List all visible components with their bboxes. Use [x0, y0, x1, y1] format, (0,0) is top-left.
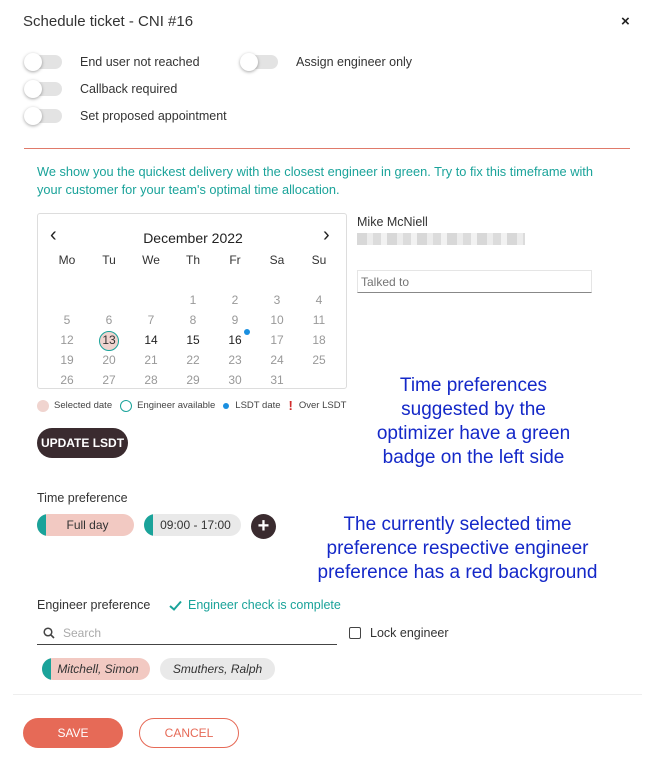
toggle-label: Set proposed appointment	[80, 109, 227, 123]
chip-label: Smuthers, Ralph	[172, 662, 263, 676]
legend-label: Selected date	[54, 400, 113, 411]
optimizer-badge	[37, 514, 46, 536]
calendar-day[interactable]	[298, 330, 340, 350]
engineer-name: Mike McNiell	[357, 215, 428, 229]
day-number: 19	[60, 353, 74, 367]
weekday-header: Tu	[102, 253, 116, 267]
engineer-search[interactable]	[37, 622, 337, 645]
day-number: 14	[144, 333, 158, 347]
calendar-grid	[46, 250, 340, 390]
lsdt-dot-icon	[244, 329, 250, 335]
calendar-day[interactable]	[256, 370, 298, 390]
day-number: 9	[231, 313, 239, 327]
toggle-switch[interactable]	[26, 55, 62, 69]
calendar-day[interactable]	[256, 330, 298, 350]
day-number: 6	[105, 313, 113, 327]
engineer-check-status	[169, 598, 341, 612]
day-number: 16	[228, 333, 242, 347]
search-icon	[43, 627, 55, 639]
calendar-day[interactable]	[214, 330, 256, 350]
legend-label: LSDT date	[235, 400, 281, 411]
day-number: 23	[228, 353, 242, 367]
section-divider	[24, 148, 630, 149]
weekday-header: Sa	[269, 253, 285, 267]
legend-lsdt	[223, 400, 280, 411]
engineer-chip-ralph[interactable]	[160, 658, 275, 680]
selected-date-swatch	[37, 400, 49, 412]
calendar-day[interactable]	[88, 370, 130, 390]
day-number: 24	[270, 353, 284, 367]
calendar-spacer	[46, 270, 340, 275]
calendar-day[interactable]	[256, 350, 298, 370]
day-number: 30	[228, 373, 242, 387]
dialog-title: Schedule ticket - CNI #16	[23, 13, 194, 30]
weekday-header: Th	[185, 253, 200, 267]
blurred-contact-info	[357, 233, 525, 245]
calendar-day[interactable]	[46, 330, 88, 350]
chip-label: Full day	[66, 518, 109, 532]
calendar-day[interactable]	[172, 310, 214, 330]
lock-engineer[interactable]	[349, 626, 449, 640]
day-number: 20	[102, 353, 116, 367]
calendar-day[interactable]	[130, 350, 172, 370]
day-number: 18	[312, 333, 326, 347]
info-text: We show you the quickest delivery with the closest engineer in green. Try to fix this timeframe with your customer for your team's optimal time allocation.	[37, 164, 593, 197]
toggle-switch[interactable]	[26, 82, 62, 96]
day-number: 28	[144, 373, 158, 387]
calendar-day[interactable]	[256, 310, 298, 330]
toggle-end-user-not-reached[interactable]	[26, 55, 200, 69]
legend-over	[289, 398, 347, 413]
time-preference-label: Time preference	[37, 491, 128, 505]
weekday-header: Mo	[58, 253, 76, 267]
day-number: 26	[60, 373, 74, 387]
chip-label: Mitchell, Simon	[57, 662, 139, 676]
save-button[interactable]: SAVE	[23, 718, 123, 748]
calendar-day[interactable]	[256, 290, 298, 310]
toggle-set-proposed-appointment[interactable]	[26, 109, 227, 123]
day-number: 31	[270, 373, 284, 387]
calendar-day[interactable]	[298, 350, 340, 370]
time-pref-full-day[interactable]	[37, 514, 134, 536]
toggle-switch[interactable]	[26, 109, 62, 123]
calendar-day[interactable]	[46, 350, 88, 370]
calendar-day[interactable]	[214, 310, 256, 330]
day-number: 25	[312, 353, 326, 367]
calendar-day[interactable]	[214, 370, 256, 390]
day-number: 7	[147, 313, 155, 327]
legend-label: Engineer available	[137, 400, 216, 411]
exclamation-icon: !	[288, 398, 293, 413]
chevron-right-icon[interactable]: ›	[323, 224, 330, 246]
annotation-selected: The currently selected time preference respective engineer preference has a red background	[306, 513, 609, 585]
calendar-day[interactable]	[130, 370, 172, 390]
day-number: 15	[186, 333, 200, 347]
check-text: Engineer check is complete	[188, 598, 341, 612]
add-time-preference-button[interactable]: +	[251, 514, 276, 539]
calendar-day[interactable]	[88, 310, 130, 330]
calendar-day[interactable]	[214, 350, 256, 370]
check-icon	[169, 600, 182, 611]
lock-engineer-checkbox[interactable]	[349, 627, 361, 639]
day-number: 13	[99, 331, 119, 351]
day-number: 1	[189, 293, 197, 307]
date-picker	[37, 213, 347, 389]
calendar-day[interactable]	[298, 310, 340, 330]
calendar-day[interactable]	[172, 370, 214, 390]
close-icon[interactable]: ×	[621, 13, 630, 30]
calendar-day[interactable]	[172, 290, 214, 310]
search-input[interactable]	[63, 626, 313, 640]
chip-label: 09:00 - 17:00	[160, 518, 231, 532]
day-number: 5	[63, 313, 71, 327]
update-lsdt-button[interactable]: UPDATE LSDT	[37, 428, 128, 458]
day-number: 2	[231, 293, 239, 307]
day-number: 12	[60, 333, 74, 347]
calendar-empty	[130, 290, 172, 310]
legend-available	[120, 400, 215, 412]
day-number: 10	[270, 313, 284, 327]
engineer-chip-simon[interactable]	[42, 658, 150, 680]
toggle-label: Assign engineer only	[296, 55, 413, 69]
calendar-month: December 2022	[143, 230, 243, 246]
calendar-legend	[37, 398, 354, 413]
day-number: 8	[189, 313, 197, 327]
day-number: 4	[315, 293, 323, 307]
calendar-day[interactable]	[88, 330, 130, 350]
calendar-empty	[298, 370, 340, 390]
cancel-button[interactable]: CANCEL	[139, 718, 239, 748]
calendar-day[interactable]	[172, 350, 214, 370]
legend-label: Over LSDT	[298, 400, 347, 411]
calendar-empty	[46, 290, 88, 310]
day-number: 3	[273, 293, 281, 307]
calendar-day[interactable]	[130, 330, 172, 350]
chevron-left-icon[interactable]: ‹	[50, 224, 57, 246]
calendar-day[interactable]	[214, 290, 256, 310]
toggle-callback-required[interactable]	[26, 82, 177, 96]
toggle-switch[interactable]	[242, 55, 278, 69]
weekday-header: Su	[311, 253, 327, 267]
calendar-day[interactable]	[298, 290, 340, 310]
toggle-label: End user not reached	[80, 55, 200, 69]
day-number: 29	[186, 373, 200, 387]
toggle-assign-engineer-only[interactable]	[242, 55, 412, 69]
lsdt-dot-icon	[223, 403, 229, 409]
day-number: 22	[186, 353, 200, 367]
optimizer-badge	[144, 514, 153, 536]
calendar-day[interactable]	[46, 310, 88, 330]
engineer-preference-label: Engineer preference	[37, 598, 151, 612]
annotation-optimizer: Time preferences suggested by the optimizer have a green badge on the left side	[364, 374, 583, 472]
day-number: 21	[144, 353, 158, 367]
day-number: 11	[312, 313, 326, 327]
calendar-day[interactable]	[88, 350, 130, 370]
calendar-empty	[88, 290, 130, 310]
optimizer-badge	[42, 658, 51, 680]
day-number: 27	[102, 373, 116, 387]
engineer-available-swatch	[120, 400, 132, 412]
time-pref-hours[interactable]	[144, 514, 241, 536]
talked-to-field[interactable]	[357, 270, 592, 293]
weekday-header: We	[142, 253, 160, 267]
calendar-day[interactable]	[130, 310, 172, 330]
weekday-header: Fr	[229, 253, 241, 267]
lock-engineer-label: Lock engineer	[370, 626, 449, 640]
calendar-day[interactable]	[172, 330, 214, 350]
day-number: 17	[270, 333, 284, 347]
footer-divider	[13, 694, 642, 695]
toggle-label: Callback required	[80, 82, 178, 96]
legend-selected	[37, 400, 112, 412]
calendar-day[interactable]	[46, 370, 88, 390]
